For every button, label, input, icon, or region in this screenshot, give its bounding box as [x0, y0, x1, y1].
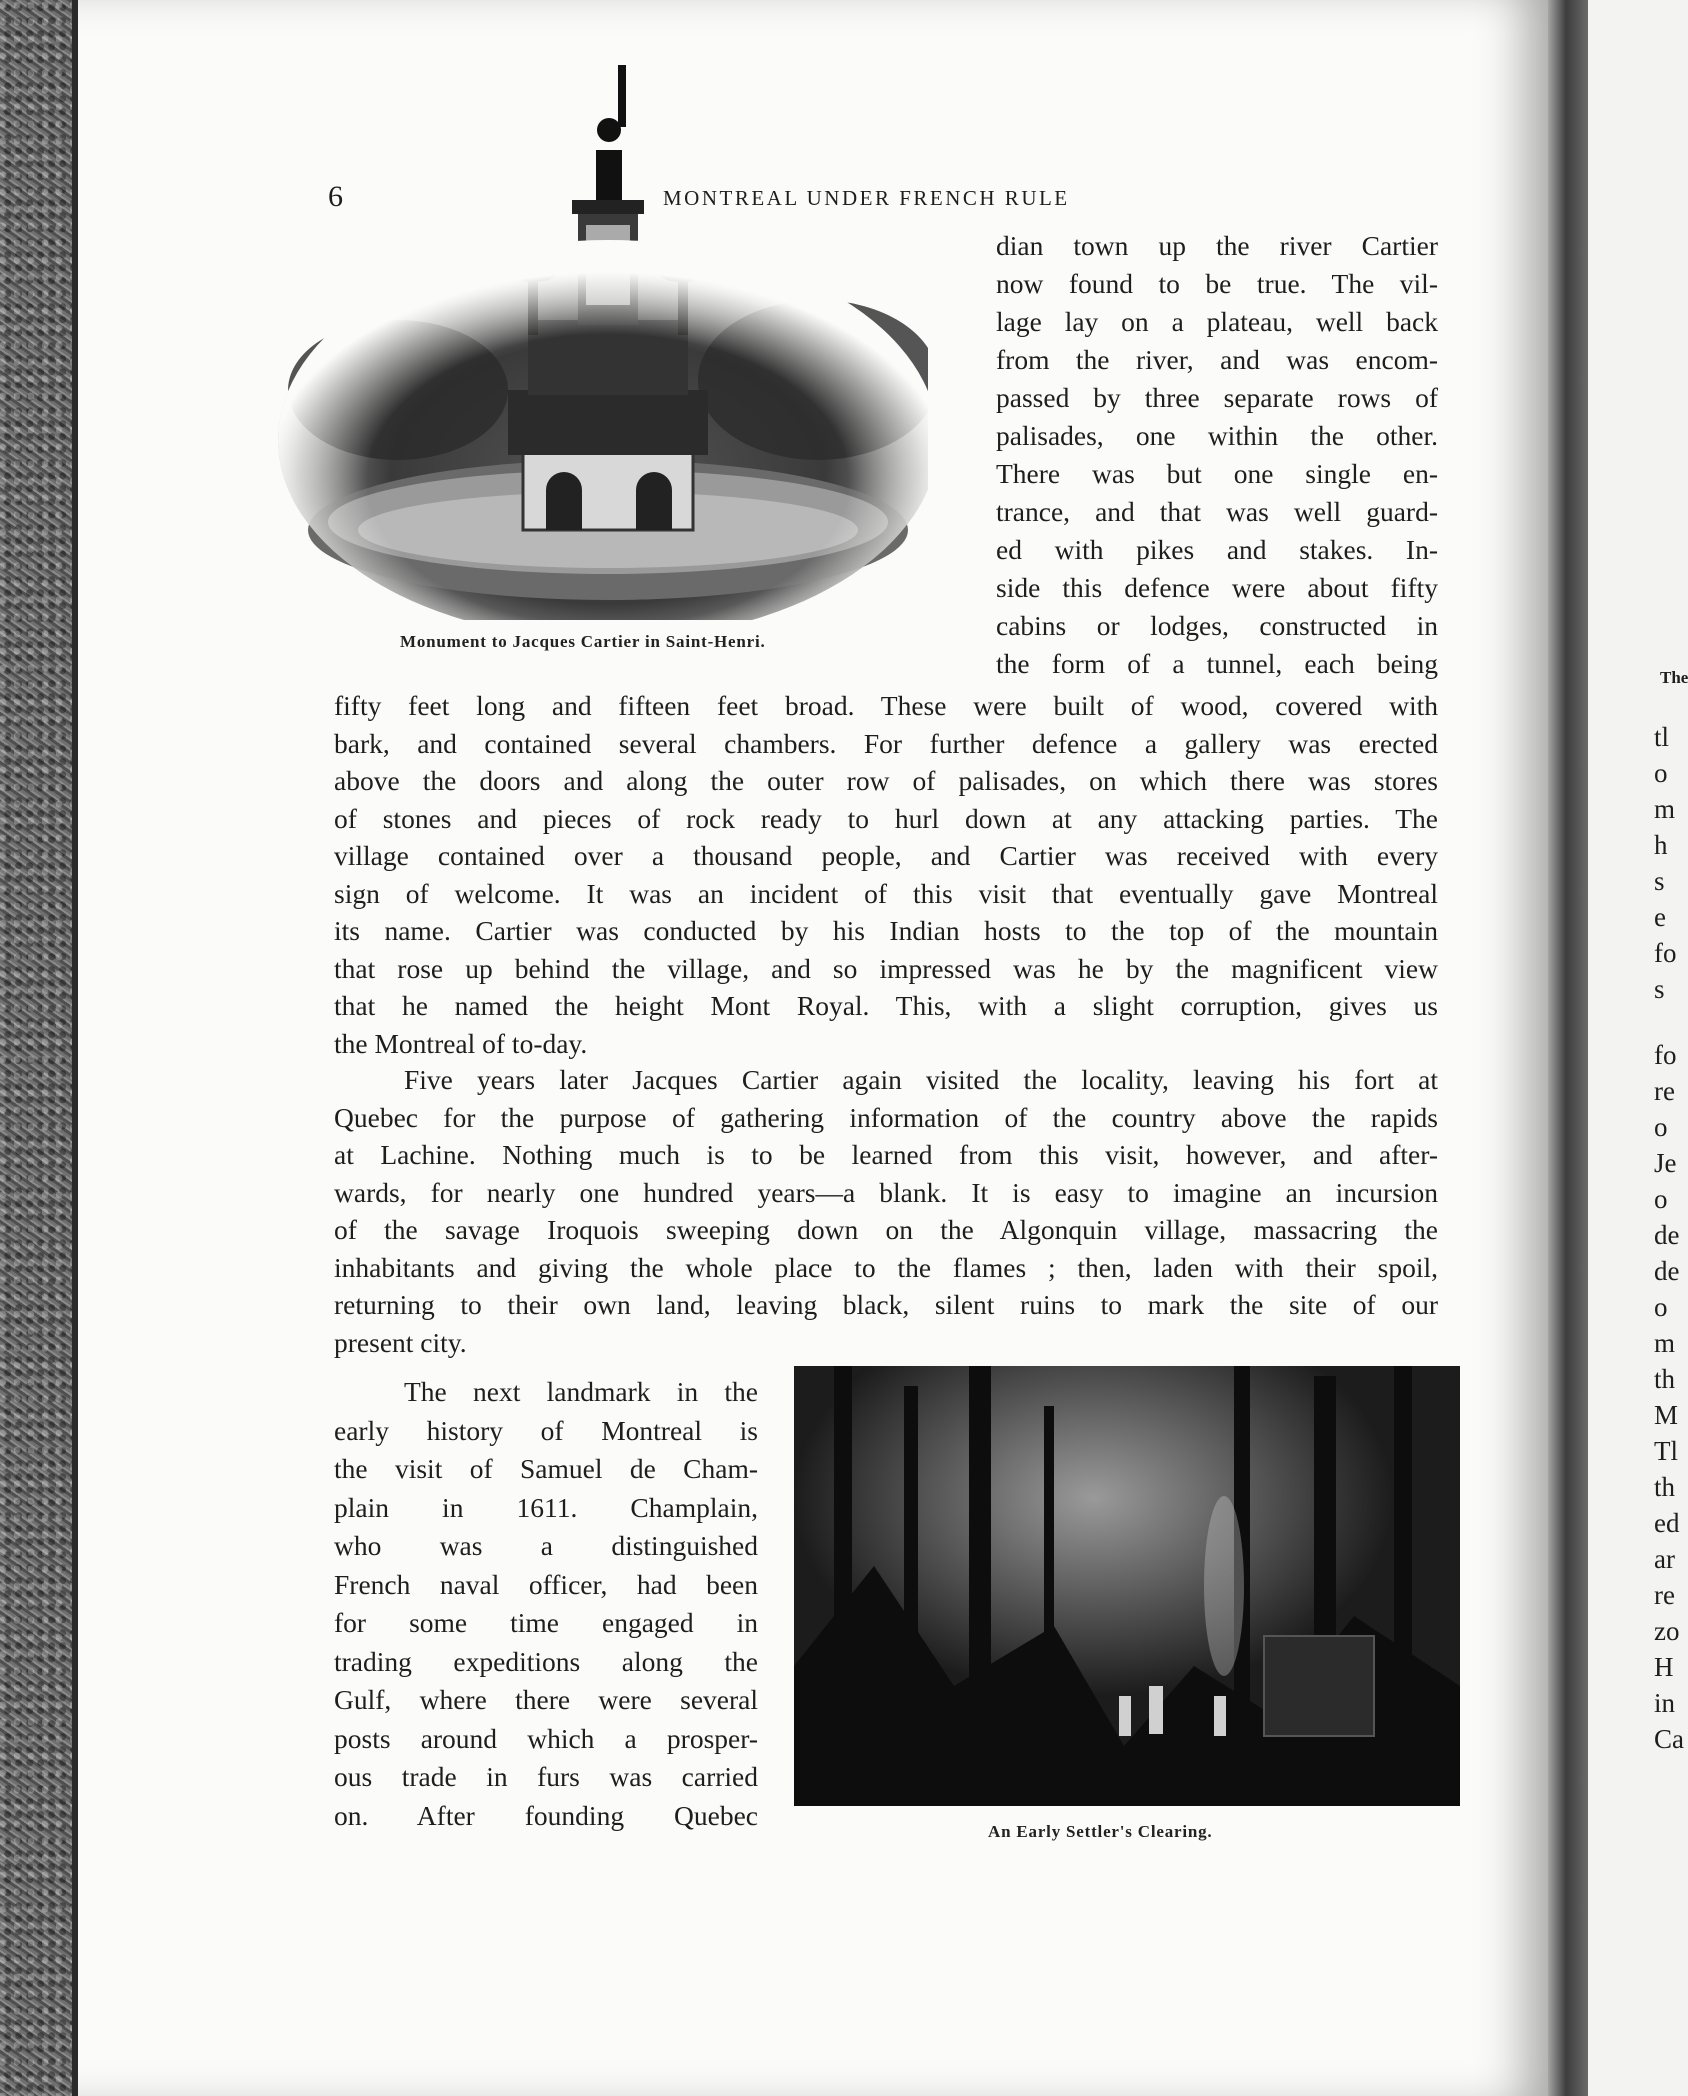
facing-page-line: zo	[1654, 1616, 1680, 1646]
facing-page-line: fo	[1654, 938, 1677, 968]
text-line: of stones and pieces of rock ready to hurl down at any attacking parties. The	[334, 802, 1438, 834]
text-line: village contained over a thousand people, and Cartier was received with every	[334, 840, 1438, 871]
text-line: of the savage Iroquois sweeping down on the Algonquin village, massacring the	[334, 1214, 1438, 1245]
text-line: palisades, one within the other.	[996, 420, 1438, 451]
facing-page-line: o	[1654, 1292, 1668, 1322]
text-line: side this defence were about fifty	[996, 572, 1438, 603]
text-line: at Lachine. Nothing much is to be learned from this visit, however, and after-	[334, 1139, 1438, 1170]
facing-page-line: Je	[1654, 1148, 1677, 1178]
facing-page-line: o	[1654, 1112, 1668, 1142]
facing-page-line: e	[1654, 902, 1666, 932]
text-line: passed by three separate rows of	[996, 382, 1438, 413]
text-line: posts around which a prosper-	[334, 1722, 758, 1754]
text-line: bark, and contained several chambers. For further defence a gallery was erected	[334, 727, 1438, 759]
text-line: above the doors and along the outer row of palisades, on which there was stores	[334, 765, 1438, 796]
facing-page-line: s	[1654, 974, 1665, 1004]
book-gutter	[1548, 0, 1588, 2096]
text-line: ous trade in furs was carried	[334, 1761, 758, 1792]
text-line: plain in 1611. Champlain,	[334, 1491, 758, 1523]
text-line: French naval officer, had been	[334, 1568, 758, 1600]
monument-illustration	[278, 60, 928, 620]
text-line: dian town up the river Cartier	[996, 230, 1438, 261]
text-line: trance, and that was well guard-	[996, 496, 1438, 527]
text-line: Quebec for the purpose of gathering information of the country above the rapids	[334, 1101, 1438, 1133]
facing-page-line: Tl	[1654, 1436, 1678, 1466]
text-line: now found to be true. The vil-	[996, 268, 1438, 299]
text-line: sign of welcome. It was an incident of this visit that eventually gave Montreal	[334, 877, 1438, 909]
facing-page-line: o	[1654, 1184, 1668, 1214]
facing-page-line: tl	[1654, 722, 1670, 752]
facing-page-line: de	[1654, 1220, 1680, 1250]
text-line: from the river, and was encom-	[996, 344, 1438, 375]
facing-page-line: m	[1654, 794, 1676, 824]
text-line: that rose up behind the village, and so impressed was he by the magnificent view	[334, 952, 1438, 984]
text-line: that he named the height Mont Royal. This, with a slight corruption, gives us	[334, 990, 1438, 1021]
text-line: The next landmark in the	[404, 1376, 758, 1407]
facing-page-line: re	[1654, 1076, 1675, 1106]
text-line: the form of a tunnel, each being	[996, 648, 1438, 679]
facing-page-line: th	[1654, 1364, 1676, 1394]
facing-page-line: s	[1654, 866, 1665, 896]
facing-page-line: m	[1654, 1328, 1676, 1358]
text-line: for some time engaged in	[334, 1607, 758, 1638]
book-cover-edge	[0, 0, 72, 2096]
clearing-caption: An Early Settler's Clearing.	[988, 1822, 1213, 1841]
text-line: There was but one single en-	[996, 458, 1438, 489]
facing-page-line: de	[1654, 1256, 1680, 1286]
text-line: Gulf, where there were several	[334, 1684, 758, 1715]
facing-page-line: o	[1654, 758, 1668, 788]
text-line: early history of Montreal is	[334, 1414, 758, 1446]
text-line: the visit of Samuel de Cham-	[334, 1453, 758, 1484]
text-line: fifty feet long and fifteen feet broad. These were built of wood, covered with	[334, 690, 1438, 721]
text-line: trading expeditions along the	[334, 1645, 758, 1677]
facing-page-line: M	[1654, 1400, 1679, 1430]
monument-caption: Monument to Jacques Cartier in Saint-Henri.	[400, 632, 766, 651]
text-line: on. After founding Quebec	[334, 1799, 758, 1831]
facing-page-caption-fragment: The	[1660, 668, 1688, 687]
facing-page-fragment	[1588, 0, 1688, 2096]
facing-page-line: th	[1654, 1472, 1676, 1502]
text-line: wards, for nearly one hundred years—a blank. It is easy to imagine an incursion	[334, 1176, 1438, 1208]
facing-page-line: in	[1654, 1688, 1676, 1718]
facing-page-line: ar	[1654, 1544, 1675, 1574]
facing-page-line: h	[1654, 830, 1668, 860]
facing-page-line: ed	[1654, 1508, 1680, 1538]
text-line: its name. Cartier was conducted by his Indian hosts to the top of the mountain	[334, 915, 1438, 946]
running-head: MONTREAL UNDER FRENCH RULE	[663, 186, 1070, 210]
text-line: ed with pikes and stakes. In-	[996, 534, 1438, 565]
page-number: 6	[328, 180, 343, 213]
text-line: inhabitants and giving the whole place to the flames ; then, laden with their spoil,	[334, 1251, 1438, 1283]
facing-page-line: re	[1654, 1580, 1675, 1610]
text-line: Five years later Jacques Cartier again visited the locality, leaving his fort at	[404, 1064, 1438, 1095]
text-line: returning to their own land, leaving black, silent ruins to mark the site of our	[334, 1289, 1438, 1320]
facing-page-line: fo	[1654, 1040, 1677, 1070]
facing-page-line: H	[1654, 1652, 1674, 1682]
text-line: lage lay on a plateau, well back	[996, 306, 1438, 337]
text-line: present city.	[334, 1326, 467, 1358]
text-line: the Montreal of to-day.	[334, 1027, 588, 1059]
facing-page-line: Ca	[1654, 1724, 1684, 1754]
text-line: who was a distinguished	[334, 1530, 758, 1561]
text-line: cabins or lodges, constructed in	[996, 610, 1438, 641]
clearing-illustration	[794, 1366, 1460, 1806]
